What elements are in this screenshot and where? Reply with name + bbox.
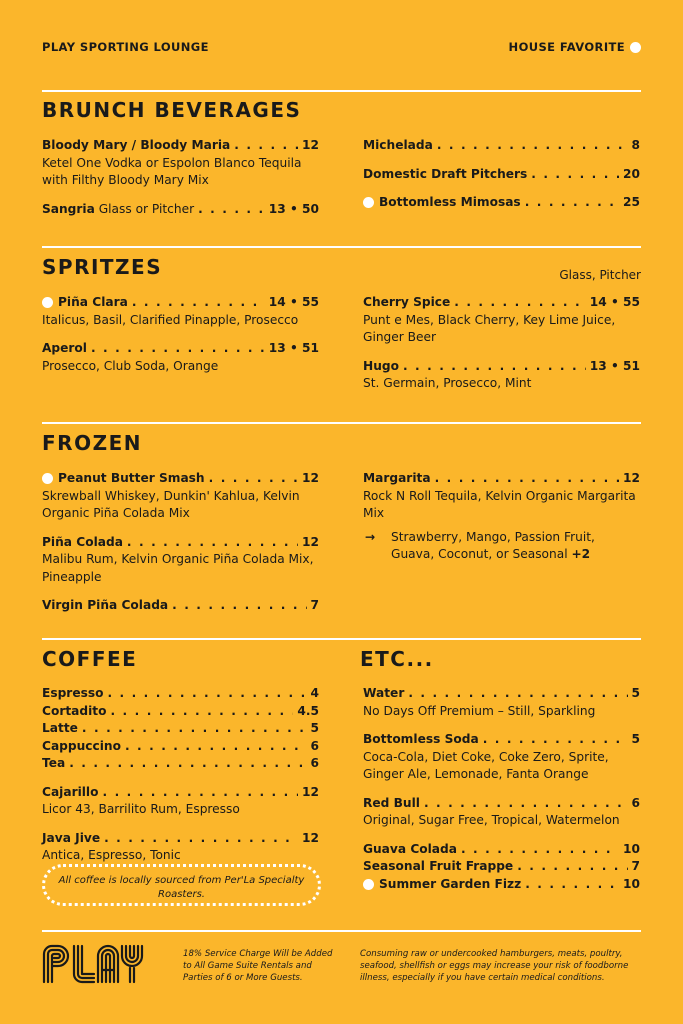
item-price: 12 (302, 138, 319, 152)
item-name: Cajarillo (42, 784, 99, 799)
arrow-right-icon: → (365, 529, 376, 544)
menu-item (363, 858, 640, 876)
menu-item (363, 358, 640, 393)
item-price: 6 (310, 756, 319, 770)
item-description: Punt e Mes, Black Cherry, Key Lime Juice, Ginger Beer (363, 312, 616, 344)
item-name: Peanut Butter Smash (58, 471, 205, 485)
item-name: Cappuccino (42, 738, 121, 753)
item-description: St. Germain, Prosecco, Mint (363, 376, 532, 390)
item-name: Guava Colada (363, 841, 457, 856)
item-name: Piña Clara (58, 295, 128, 309)
etc-column (363, 685, 640, 893)
item-description: Licor 43, Barrilito Rum, Espresso (42, 802, 240, 816)
item-description: Malibu Rum, Kelvin Organic Piña Colada Mix, Pineapple (42, 552, 314, 584)
section-title-spritzes: SPRITZES (42, 255, 163, 279)
item-price: 13 • 50 (268, 201, 319, 216)
menu-item (42, 597, 319, 615)
item-price: 12 (302, 784, 319, 799)
item-name: Tea (42, 756, 66, 770)
house-favorite-dot-icon (42, 473, 53, 484)
divider (42, 246, 641, 248)
item-price: 5 (631, 686, 640, 700)
menu-item (363, 194, 640, 212)
item-price: 12 (623, 471, 640, 485)
item-price: 4 (310, 686, 319, 700)
menu-item (42, 534, 319, 587)
item-price: 25 (623, 195, 640, 209)
item-price: 4.5 (297, 703, 319, 718)
house-favorite-label: HOUSE FAVORITE (508, 40, 625, 54)
item-name: Cortadito (42, 703, 107, 718)
divider (42, 930, 641, 932)
house-favorite-dot-icon (363, 879, 374, 890)
menu-item (42, 470, 319, 523)
item-description: Coca-Cola, Diet Coke, Coke Zero, Sprite, Ginger Ale, Lemonade, Fanta Orange (363, 749, 609, 781)
item-name: Hugo (363, 358, 399, 373)
menu-item (42, 137, 319, 190)
item-description: Skrewball Whiskey, Dunkin' Kahlua, Kelvin Organic Piña Colada Mix (42, 488, 300, 520)
menu-item (42, 685, 319, 703)
item-price: 5 (631, 732, 640, 746)
item-name: Summer Garden Fizz (379, 876, 522, 891)
top-bar (42, 40, 641, 56)
menu-item (363, 166, 640, 184)
item-name: Michelada (363, 138, 433, 152)
frozen-right-column (363, 470, 640, 564)
item-price: 12 (302, 830, 319, 845)
menu-item (363, 731, 640, 784)
item-name: Water (363, 686, 405, 700)
flavor-addon (363, 529, 640, 564)
addon-text: Strawberry, Mango, Passion Fruit, Guava, Coconut, or Seasonal +2 (391, 529, 595, 561)
item-description: Antica, Espresso, Tonic (42, 848, 181, 862)
menu-item (42, 294, 319, 329)
item-price: 14 • 55 (589, 295, 640, 309)
item-description: Italicus, Basil, Clarified Pinapple, Prosecco (42, 312, 299, 327)
item-name: Bottomless Soda (363, 732, 479, 746)
item-price: 20 (623, 166, 640, 181)
menu-item (363, 876, 640, 894)
item-price: 12 (302, 471, 319, 485)
coffee-source-note: All coffee is locally sourced from Per'La Specialty Roasters. (42, 864, 321, 906)
item-name: Margarita (363, 471, 431, 485)
item-description: Prosecco, Club Soda, Orange (42, 358, 219, 373)
house-favorite-dot-icon (363, 197, 374, 208)
item-price: 7 (631, 859, 640, 873)
item-name: Virgin Piña Colada (42, 598, 169, 612)
item-name: Cherry Spice (363, 295, 451, 309)
item-description: Ketel One Vodka or Espolon Blanco Tequila with Filthy Bloody Mary Mix (42, 155, 302, 187)
item-name: Seasonal Fruit Frappe (363, 859, 514, 873)
menu-item (42, 738, 319, 756)
section-title-etc: ETC... (360, 647, 434, 671)
divider (42, 638, 641, 640)
menu-item (363, 795, 640, 830)
frozen-left-column (42, 470, 319, 626)
house-favorite-dot-icon (630, 42, 641, 53)
section-title-brunch: BRUNCH BEVERAGES (42, 98, 302, 122)
item-price: 10 (623, 841, 640, 856)
item-name: Bloody Mary / Bloody Maria (42, 138, 231, 152)
food-safety-warning: Consuming raw or undercooked hamburgers, meats, poultry, seafood, shellfish or eggs may increase your risk of foodborne illness, especially if you have certain medical conditions. (360, 949, 629, 983)
menu-item (42, 755, 319, 773)
item-description: No Days Off Premium – Still, Sparkling (363, 703, 596, 718)
addon-upcharge: +2 (571, 547, 591, 561)
divider (42, 422, 641, 424)
divider (42, 90, 641, 92)
menu-item (42, 340, 319, 375)
item-price: 6 (310, 738, 319, 753)
item-price: 6 (631, 795, 640, 810)
item-price: 10 (623, 876, 640, 891)
item-name: Espresso (42, 686, 104, 700)
item-name: Latte (42, 721, 78, 735)
venue-name: PLAY SPORTING LOUNGE (42, 40, 209, 54)
item-description: Rock N Roll Tequila, Kelvin Organic Margarita Mix (363, 488, 636, 520)
spritzes-left-column (42, 294, 319, 386)
item-description: Original, Sugar Free, Tropical, Watermelon (363, 813, 620, 827)
house-favorite-dot-icon (42, 297, 53, 308)
item-name: Domestic Draft Pitchers (363, 166, 528, 181)
item-price: 13 • 51 (589, 358, 640, 373)
play-logo (42, 944, 158, 984)
menu-item (42, 703, 319, 721)
item-price: 7 (310, 598, 319, 612)
item-name: Java Jive (42, 830, 101, 845)
menu-item (363, 685, 640, 720)
menu-item (363, 294, 640, 347)
menu-item (363, 137, 640, 155)
spritzes-right-column (363, 294, 640, 404)
item-price: 8 (631, 138, 640, 152)
house-favorite-legend (509, 40, 641, 54)
coffee-column (42, 685, 319, 876)
menu-item (42, 784, 319, 819)
item-price: 13 • 51 (268, 341, 319, 355)
item-name: Red Bull (363, 795, 420, 810)
item-price: 12 (302, 534, 319, 549)
item-name: Piña Colada (42, 534, 123, 549)
menu-item (363, 841, 640, 859)
item-name: Sangria Glass or Pitcher (42, 201, 195, 216)
item-name: Bottomless Mimosas (379, 195, 521, 209)
section-title-coffee: COFFEE (42, 647, 138, 671)
item-price: 5 (310, 721, 319, 735)
section-title-frozen: FROZEN (42, 431, 142, 455)
item-price: 14 • 55 (268, 295, 319, 309)
brunch-right-column (363, 137, 640, 223)
menu-item (363, 470, 640, 523)
brunch-left-column (42, 137, 319, 229)
item-name: Aperol (42, 341, 87, 355)
menu-item (42, 720, 319, 738)
menu-item (42, 830, 319, 865)
service-charge-note: 18% Service Charge Will be Added to All Game Suite Rentals and Parties of 6 or More Guests. (183, 949, 333, 983)
spritzes-size-note: Glass, Pitcher (559, 268, 641, 282)
menu-item (42, 201, 319, 219)
